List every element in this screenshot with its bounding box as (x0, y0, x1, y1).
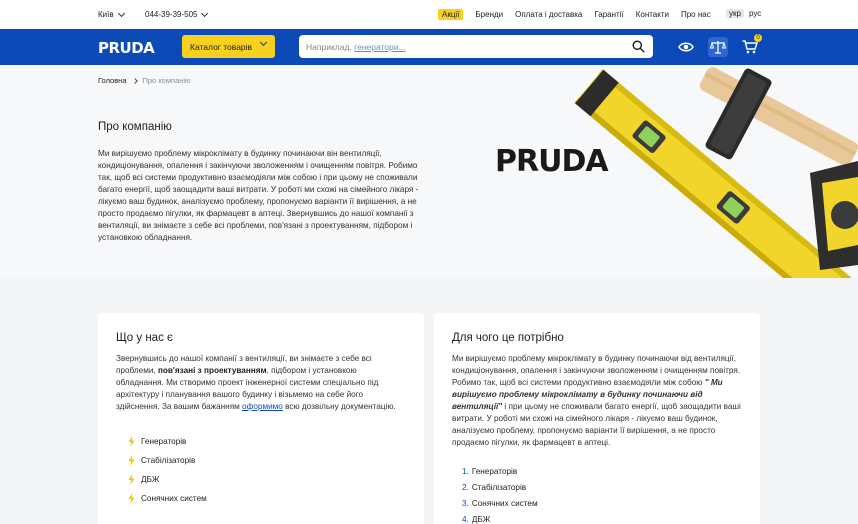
chevron-down-icon (118, 9, 125, 16)
city-label: Київ (98, 10, 114, 19)
chevron-down-icon (260, 39, 267, 46)
card-left-text-1: Звернувшись до нашої компанії з вентиляції, ви знімаєте з себе всі проблеми, (116, 354, 372, 375)
cart-icon[interactable] (740, 37, 760, 57)
card-right-quote: " Ми вирішуємо проблему мікроклімату в будинку починаючи від вентиляції" (452, 378, 723, 411)
card-what-we-have (98, 313, 424, 524)
chevron-right-icon (132, 78, 138, 84)
lang-ukr[interactable]: укр (726, 9, 744, 18)
list-item (128, 489, 207, 508)
breadcrumb (98, 76, 191, 85)
list-item-label: Сонячних систем (471, 499, 538, 508)
search-input[interactable] (299, 35, 653, 58)
list-item-label: Генераторів (141, 437, 187, 446)
scale-icon[interactable] (708, 37, 728, 57)
card-left-text-bold: пов'язані з проектуванням (157, 366, 267, 375)
card-left-link[interactable]: оформимо (242, 402, 283, 411)
card-right-text (452, 353, 742, 449)
list-item-label: Стабілізаторів (141, 456, 196, 465)
lang-rus[interactable]: рус (748, 9, 762, 18)
search-icon[interactable] (632, 40, 645, 53)
card-right-title: Для чого це потрібно (452, 332, 564, 344)
bolt-list (128, 432, 207, 508)
list-item-label: ДБЖ (471, 515, 491, 524)
card-left-title: Що у нас є (116, 332, 173, 344)
top-nav (438, 9, 723, 20)
catalog-label: Каталог товарів (190, 41, 253, 52)
lightning-icon (128, 493, 135, 504)
breadcrumb-current: Про компанію (142, 76, 191, 85)
list-item (128, 451, 207, 470)
hero-image-logo: PRUDA (495, 144, 608, 179)
card-right-text-1: Ми вирішуємо проблему мікроклімату в будинку починаючи від вентиляції, кондиціонування, опалення і закінчуючи зволоженням і очищенням повітря. Робимо так, щоб всі системи продуктивно взаємодіяли між собою (452, 354, 741, 387)
card-why-needed (434, 313, 760, 524)
nav-link-payment-delivery[interactable]: Оплата і доставка (515, 10, 583, 19)
site-logo[interactable]: PRUDA (98, 39, 155, 57)
language-switcher (726, 9, 761, 18)
list-item: 3. Сонячних систем (462, 499, 538, 515)
list-item (128, 432, 207, 451)
nav-link-promo[interactable]: Акції (438, 9, 463, 20)
list-item: 4. ДБЖ (462, 515, 538, 524)
lightning-icon (128, 436, 135, 447)
list-item (128, 470, 207, 489)
cart-count-badge: 0 (754, 34, 762, 42)
numbered-list (462, 467, 538, 524)
hero-section (0, 65, 858, 278)
list-item-label: ДБЖ (141, 475, 160, 484)
card-left-text-2: , підбором і установкою обладнання. Ми створимо проект інженерної системи спеціально під архітектуру і планування вашого будинку і візьмемо на себе його здійснення. За вашим бажанням (116, 366, 379, 411)
lightning-icon (128, 474, 135, 485)
city-selector[interactable] (98, 10, 124, 19)
top-bar (0, 0, 858, 29)
nav-link-about[interactable]: Про нас (680, 10, 711, 19)
breadcrumb-home[interactable]: Головна (98, 76, 127, 85)
search-placeholder-prefix: Наприклад, (306, 41, 352, 52)
card-right-text-2: і при цьому не споживали багато енергії, щоб заощадити ваші витрати. У роботі ми схожі на сімейного лікаря - лікуємо ваш будинок, аналізуємо проблему, пропонуємо варіанти її вирішення, а не просто продаємо пігулки, як фармацевт в аптеці. (452, 402, 741, 447)
lightning-icon (128, 455, 135, 466)
list-item-label: Генераторів (471, 467, 518, 476)
hero-text: Ми вирішуємо проблему мікроклімату в будинку починаючи він вентиляції, кондиціонування, опалення і закінчуючи зволоженням і очищенням повітря. Робимо так, щоб всі системи продуктивно взаємодіяли між собою і при цьому не споживали багато енергії, щоб заощадити ваші витрати. У роботі ми схожі на сімейного лікаря - лікуємо ваш будинок, аналізуємо проблему, пропонуємо варіанти її вирішення, а не просто продаємо пігулки, як фармацевт в аптеці. Звернувшись до нашої компанії з вентиляції, ви знімаєте з себе всі проблеми, пов'язані з проектуванням, підбором і установкою обладнання. (98, 149, 419, 242)
list-item: 2. Стабілізаторів (462, 483, 538, 499)
nav-link-contacts[interactable]: Контакти (635, 10, 669, 19)
page-title: Про компанію (98, 121, 172, 133)
list-item-label: Сонячних систем (141, 494, 207, 503)
hero-image (460, 65, 858, 278)
phone-number: 044-39-39-505 (145, 10, 198, 19)
phone-selector[interactable] (145, 10, 207, 19)
card-left-text-3: всю дозвільну документацію. (282, 402, 396, 411)
main-header (0, 29, 858, 65)
eye-icon[interactable] (676, 37, 696, 57)
catalog-button[interactable] (182, 35, 275, 58)
card-left-text (116, 353, 406, 413)
list-item: 1. Генераторів (462, 467, 538, 483)
chevron-down-icon (201, 9, 208, 16)
nav-link-warranty[interactable]: Гарантії (594, 10, 624, 19)
list-item-label: Стабілізаторів (471, 483, 527, 492)
nav-link-brands[interactable]: Бренди (475, 10, 504, 19)
search-placeholder-hint: генератори... (354, 41, 406, 52)
